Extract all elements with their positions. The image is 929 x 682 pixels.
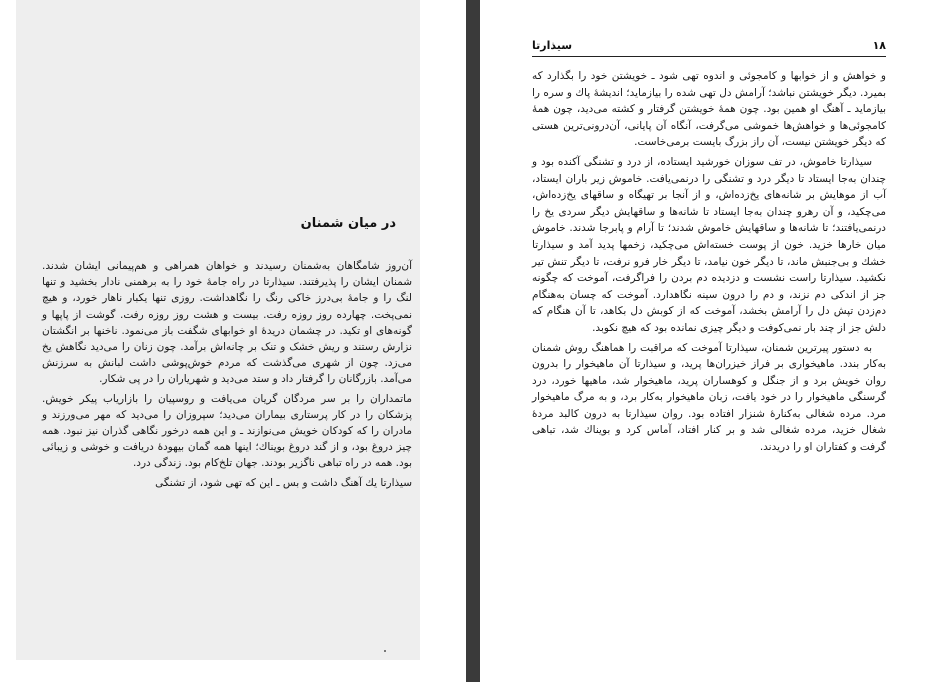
right-body-text	[532, 68, 886, 459]
scan-speck	[384, 650, 386, 652]
page-gutter	[466, 0, 480, 682]
right-paragraph-2: سیذارتا خاموش، در تف سوزان خورشید ایستاده، از درد و تشنگی آکنده بود و چندان به‌جا ایستاد تا دیگر درد و تشنگی را درنمی‌یافت. خاموش زیر باران ایستاد، آب از موهایش بر شانه‌های یخ‌زده‌اش، و از آنجا بر تهیگاه و ساقهای یخ‌زده‌اش، می‌چکید، و آن رهرو چندان به‌جا ایستاد تا شانه‌ها و ساقهایش دیگر سردی یخ را درنمی‌یافتند؛ تا شانه‌ها و ساقهایش خاموش شدند؛ تا آرام و پابرجا شدند. خاموش میان خارها خزید. خون از پوست خسته‌اش می‌چکید، زخمها پدید آمد و سیذارتا خشك و بی‌جنبش ماند، تا دیگر خون نیامد، تا دیگر خار فرو نرفت، تا دیگر تنش تیر نکشید. سیذارتا راست نشست و دزدیده دم بردن را فراگرفت، آموخت که چگونه جز از اندکی دم نزند، و دم را درون سینه نگاهدارد. آموخت که چسان به‌هنگام دم‌زدن تپش دل را آرامش بخشد، آموخت که از کوبش دل بکاهد، تا آن هنگام که دلش جز از چند بار نمی‌کوفت و دیگر چیزی نمانده بود که هیچ نکوبد.	[532, 155, 886, 334]
left-paragraph-2: ماتمداران را بر سر مردگان گریان می‌یافت و روسپیان را بازاریاب پیکر خویش. پزشکان را در کار پرستاری بیماران می‌دید؛ سپروزان را می‌دید که مهر می‌ورزند و مادران را که کودکان خویش می‌نوازند ـ و این همه درخور نگاهی گذران نیز نبود. همه چیز دروغ بود، و از گند دروغ بویناك؛ اینها همه گمان بیهودهٔ دریافت و خوشی و زیبائی بود. همه در راه تباهی ناگزیر بودند. جهان تلخ‌کام بود. زندگی درد.	[42, 392, 412, 470]
chapter-title: در میان شمنان	[300, 216, 396, 231]
running-header	[532, 38, 886, 57]
page-number: ۱۸	[872, 39, 886, 52]
left-body-text	[42, 258, 412, 494]
running-title: سیذارتا	[532, 39, 573, 52]
right-page	[480, 0, 929, 682]
left-paragraph-1: آن‌روز شامگاهان به‌شمنان رسیدند و خواهان همراهی و هم‌پیمانی ایشان شدند. شمنان ایشان را پذیرفتند. سیذارتا در راه جامهٔ خود را به برهمنی نادار بخشید و تنها لنگ را و جامهٔ بی‌درز خاکی رنگ را نگاهداشت. روزی تنها یکبار ناهار خورد، و هیچ نمی‌پخت. چهارده روز روزه رفت. بیست و هشت روز روزه رفت. گوشت از پاپها و گونه‌های او تکید. در چشمان دریدهٔ او خوابهای شگفت باز می‌نمود. ناخنها بر انگشتان نزارش رستند و ریش خشک و تنک بر چانه‌اش برآمد. چون زنان را می‌دید نگاهش یخ می‌زد. چون از شهری می‌گذشت که مردم خوش‌پوشی داشت لبانش به سرزنش می‌آمد. بازرگانان را گرفتار داد و ستد می‌دید و شهریاران را در پی شکار.	[42, 260, 412, 386]
left-paragraph-3: سیذارتا یك آهنگ داشت و بس ـ این که تهی شود، از تشنگی	[155, 476, 412, 489]
right-paragraph-3: به دستور پیرترین شمنان، سیذارتا آموخت که مراقبت را هماهنگ روش شمنان به‌کار بندد. ماهیخواری بر فراز خیزران‌ها پرید، و سیذارتا آن ماهیخوار را بدرون روان خویش برد و از جنگل و کوهساران پرید، ماهیخوار شد، ماهیها خورد، درد گرسنگی ماهیخوار را در خود یافت، زبان ماهیخوار به‌کار برد، و به مرگ ماهیخوار مرد. مرده شغالی به‌کنارهٔ شنزار افتاده بود. روان سیذارتا به درون کالبد مردهٔ شغال خزید، مرده شغالی شد و بر کنار افتاد، آماس کرد و بویناك شد، تباهی گرفت و کفتاران او را دریدند.	[532, 341, 886, 454]
right-paragraph-1: و خواهش و از خوابها و کامجوئی و اندوه تهی شود ـ خویشتن خود را بگذارد که بمیرد. دیگر خویشتن نباشد؛ آرامش دل تهی شده را بیازماید؛ اندیشهٔ پاك و سره را بیازماید ـ آهنگ او همین بود. چون همهٔ خویشتن گرفتار و کشته می‌دید، چون همهٔ کامجوئی‌ها و خواهش‌ها خموشی می‌گرفت، آنگاه آن پایانی، آن‌درونی‌ترین هستی که دیگر خویشتن نیست، آن راز بزرگ بایست برمی‌خاست.	[532, 70, 886, 149]
left-page-scan	[16, 0, 420, 660]
